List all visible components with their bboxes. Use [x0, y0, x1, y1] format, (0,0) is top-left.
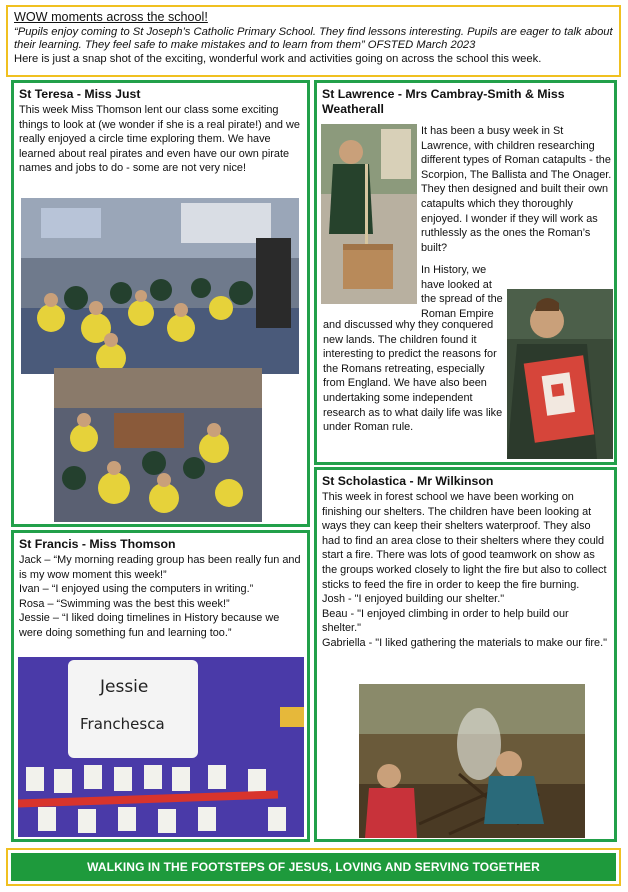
- panel-text: This week in forest school we have been working on finishing our shelters. The children have been looking at ways they can keep their shelters waterproof. They also had to find an area close to their shelters where they could start a fire. There was lots of good teamwork on show as the groups worked closely to light the fire but also to collect sticks to feed the fire in order to keep the fire burning.: [322, 491, 607, 591]
- catapult-photo: [321, 124, 417, 304]
- panel-title: St Francis - Miss Thomson: [19, 537, 176, 551]
- intro-text: Here is just a snap shot of the exciting, wonderful work and activities going on across the school this week.: [14, 52, 542, 65]
- panel-text: This week Miss Thomson lent our class some exciting things to look at (we wonder if she is a real pirate!) and we really enjoyed a circle time exploring them. We have learned about real pirates and even have our own pirate names and jobs to do - some are not very nice!: [19, 104, 300, 175]
- quote-beau: Beau - "I enjoyed climbing in order to help build our shelter.": [322, 607, 569, 635]
- pirate-items-photo: [54, 368, 262, 522]
- quote-rosa: Rosa – “Swimming was the best this week!”: [19, 597, 230, 610]
- header-box: [6, 5, 621, 77]
- quote-ivan: Ivan – “I enjoyed using the computers in writing.”: [19, 583, 254, 596]
- quote-jack: Jack – “My morning reading group has been really fun and is my wow moment this week!”: [19, 554, 301, 581]
- ofsted-quote: “Pupils enjoy coming to St Joseph’s Catholic Primary School. They find lessons interesting. Pupils are eager to talk about their learning. They feel safe to make mistakes and to learn from them” OFSTED March 2023: [14, 25, 613, 51]
- timeline-photo: [18, 657, 304, 837]
- panel-st-scholastica: [314, 467, 617, 842]
- whiteboard-name-1: Jessie: [100, 677, 149, 697]
- roman-empire-photo: [507, 289, 613, 459]
- circle-time-photo: [21, 198, 299, 374]
- quote-list: [19, 553, 302, 641]
- panel-title: St Teresa - Miss Just: [19, 87, 141, 101]
- panel-title: St Scholastica - Mr Wilkinson: [322, 474, 494, 488]
- lawrence-text-1: It has been a busy week in St Lawrence, with children researching different types of Roman catapults - the Scorpion, The Ballista and The Onager. They then designed and built their own catapults which they thoroughly enjoyed. I wonder if they will work as ruthlessly as the ones the Roman’s built?: [421, 125, 612, 254]
- forest-fire-photo: [359, 684, 585, 838]
- quote-jessie: Jessie – “I liked doing timelines in History because we were doing something fun and learning too.”: [19, 612, 280, 639]
- panel-st-francis: [11, 530, 310, 842]
- quote-list: [322, 592, 609, 650]
- page-title: WOW moments across the school!: [14, 10, 208, 24]
- quote-josh: Josh - "I enjoyed building our shelter.": [322, 593, 505, 606]
- panel-st-lawrence: [314, 80, 617, 465]
- lawrence-text-2b: and discussed why they conquered new lands. The children found it interesting to predict the reasons for the Romans retreating, especially from England. We have also been undertaking some independent research as to what daily life was like under Roman rule.: [323, 319, 503, 434]
- school-motto: WALKING IN THE FOOTSTEPS OF JESUS, LOVING AND SERVING TOGETHER: [11, 853, 616, 881]
- panel-st-teresa: [11, 80, 310, 527]
- lawrence-text-2a: In History, we have looked at the spread of the Roman Empire: [421, 264, 503, 320]
- quote-gabriella: Gabriella - "I liked gathering the materials to make our fire.": [322, 636, 607, 649]
- panel-title: St Lawrence - Mrs Cambray-Smith & Miss Weatherall: [322, 87, 565, 116]
- footer-box: [6, 848, 621, 886]
- whiteboard-name-2: Franchesca: [80, 715, 165, 733]
